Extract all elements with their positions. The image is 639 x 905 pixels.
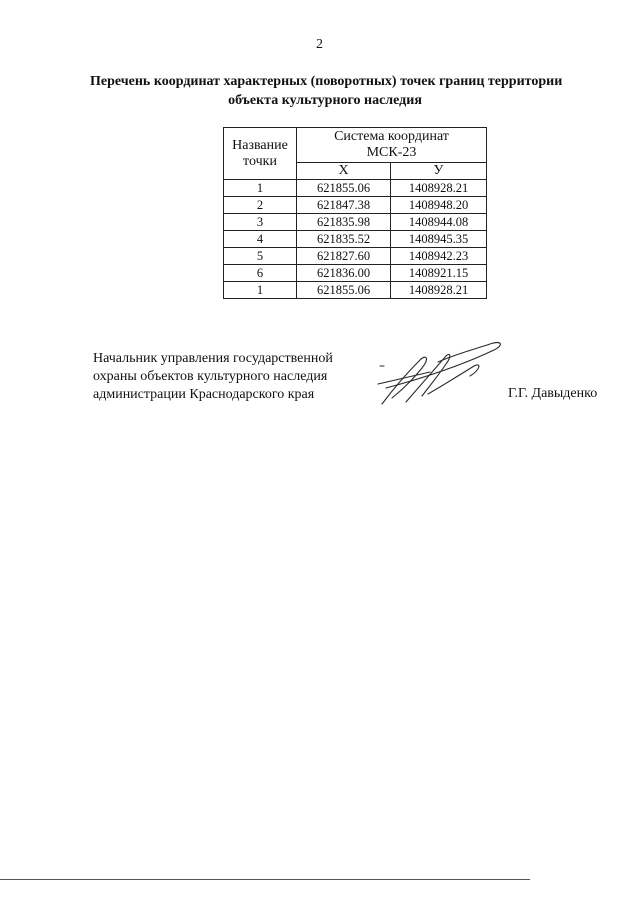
header-system-line-1: Система координат: [334, 129, 449, 144]
position-line-1: Начальник управления государственной: [93, 351, 333, 366]
table-row: [224, 265, 487, 282]
cell-y: 1408948.20: [391, 197, 487, 214]
signer-name: Г.Г. Давыденко: [508, 386, 598, 401]
cell-point-name: 2: [224, 197, 297, 214]
table-row: [224, 197, 487, 214]
cell-x: 621836.00: [297, 265, 391, 282]
document-title: [90, 72, 563, 110]
position-line-2: охраны объектов культурного наследия: [93, 369, 328, 384]
title-line-2: объекта культурного наследия: [228, 93, 422, 108]
header-point-name: Название точки: [224, 128, 297, 180]
table-row: [224, 248, 487, 265]
cell-x: 621835.52: [297, 231, 391, 248]
signatory-position: [93, 350, 333, 404]
header-y: У: [391, 163, 487, 180]
cell-y: 1408945.35: [391, 231, 487, 248]
cell-point-name: 6: [224, 265, 297, 282]
cell-y: 1408942.23: [391, 248, 487, 265]
table-header-row: [224, 128, 487, 163]
cell-x: 621835.98: [297, 214, 391, 231]
cell-x: 621827.60: [297, 248, 391, 265]
cell-x: 621855.06: [297, 282, 391, 299]
page-number: 2: [316, 37, 323, 52]
title-line-1: Перечень координат характерных (поворотных) точек границ территории: [90, 74, 563, 89]
cell-x: 621855.06: [297, 180, 391, 197]
cell-point-name: 4: [224, 231, 297, 248]
cell-y: 1408928.21: [391, 180, 487, 197]
header-system-line-2: МСК-23: [366, 145, 417, 160]
cell-y: 1408928.21: [391, 282, 487, 299]
bottom-divider: [0, 879, 530, 880]
cell-point-name: 1: [224, 282, 297, 299]
cell-y: 1408944.08: [391, 214, 487, 231]
handwritten-signature: [376, 336, 508, 408]
cell-point-name: 5: [224, 248, 297, 265]
table-row: [224, 231, 487, 248]
table-row: [224, 282, 487, 299]
cell-y: 1408921.15: [391, 265, 487, 282]
header-x: X: [297, 163, 391, 180]
cell-point-name: 3: [224, 214, 297, 231]
cell-point-name: 1: [224, 180, 297, 197]
coordinates-table: [223, 127, 487, 299]
header-coordinate-system: [297, 128, 487, 163]
cell-x: 621847.38: [297, 197, 391, 214]
table-row: [224, 180, 487, 197]
table-row: [224, 214, 487, 231]
position-line-3: администрации Краснодарского края: [93, 387, 315, 402]
